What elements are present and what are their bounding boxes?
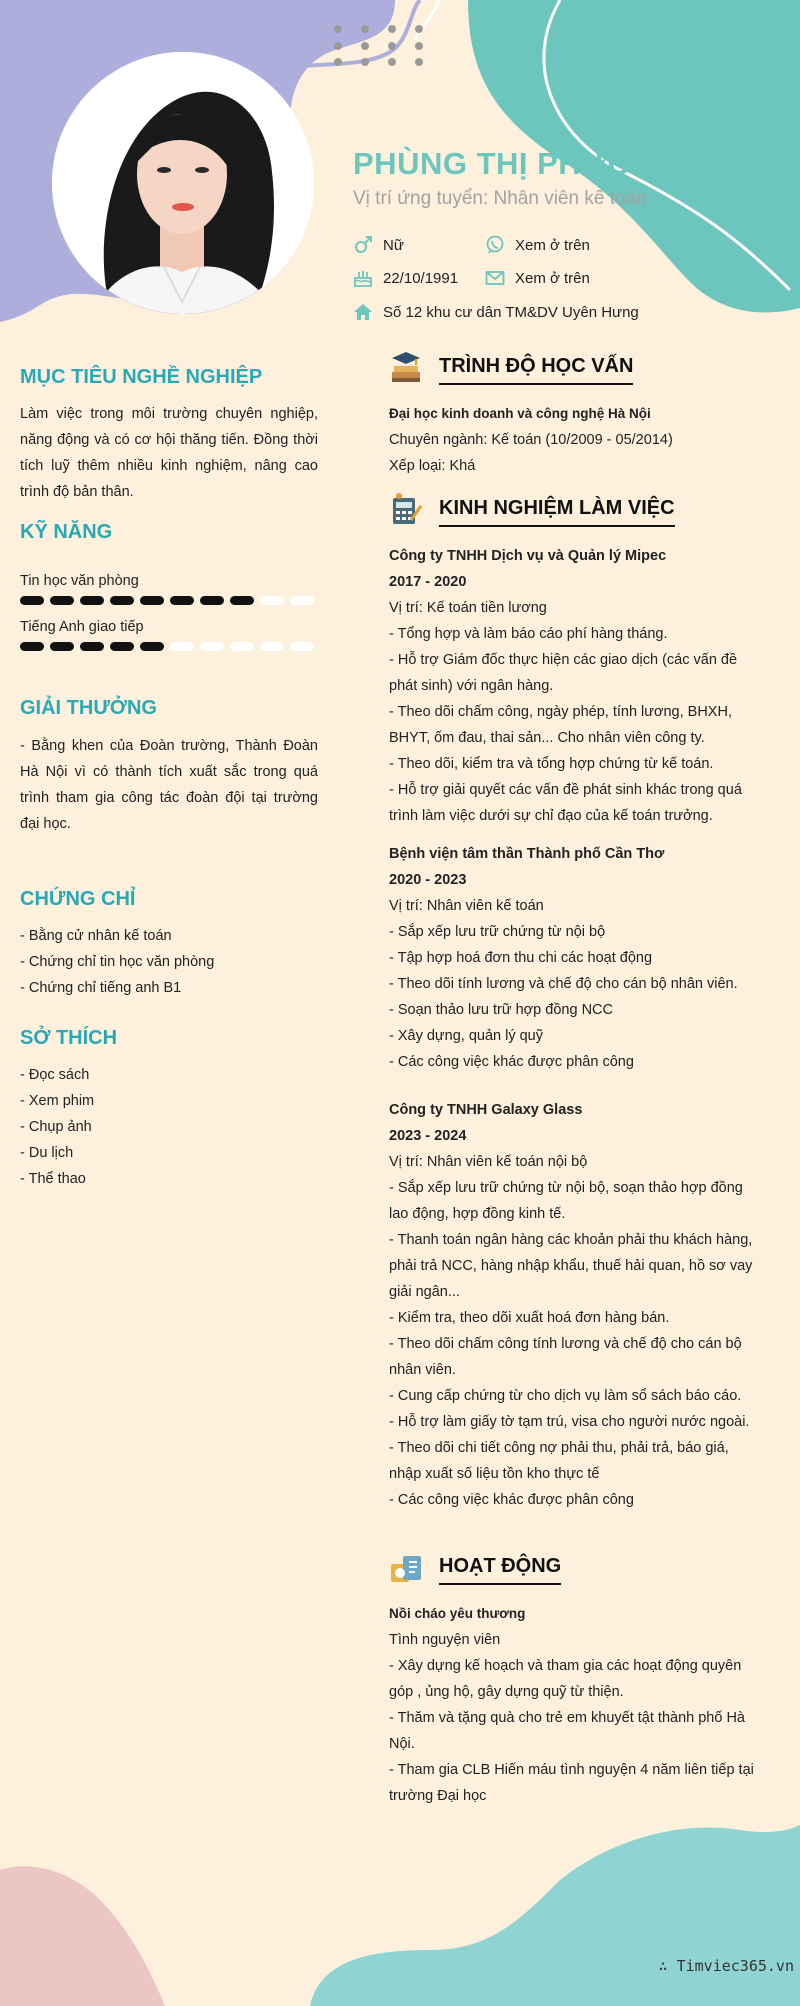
hobbies-list	[20, 1062, 318, 1192]
skill-level-dash	[200, 596, 224, 605]
job-line: - Xây dựng, quản lý quỹ	[389, 1028, 543, 1044]
education-heading: TRÌNH ĐỘ HỌC VẤN	[439, 355, 633, 385]
phone-row	[485, 235, 590, 255]
job-period: 2017 - 2020	[389, 574, 467, 590]
gender-value: Nữ	[383, 236, 404, 254]
objective-heading: MỤC TIÊU NGHỀ NGHIỆP	[20, 366, 263, 388]
phone-value: Xem ở trên	[515, 236, 590, 254]
skill-level-dash	[290, 642, 314, 651]
activity-line: - Xây dựng kế hoạch và tham gia các hoạt động quyên góp , ủng hộ, gây dựng quỹ từ thiện.	[389, 1658, 742, 1700]
email-value: Xem ở trên	[515, 269, 590, 287]
address-row	[353, 302, 639, 322]
birthday-row	[353, 268, 458, 288]
awards-text: - Bằng khen của Đoàn trường, Thành Đoàn Hà Nội vì có thành tích xuất sắc trong quá trình tham gia công tác đoàn đội tại trường đại học.	[20, 738, 318, 832]
gender-icon	[353, 235, 373, 255]
skill-name: Tin học văn phòng	[20, 573, 139, 589]
company-name: Bệnh viện tâm thần Thành phố Cần Thơ	[389, 846, 665, 862]
skill-level-dash	[20, 642, 44, 651]
grade: Xếp loại: Khá	[389, 458, 476, 474]
job-line: - Hỗ trợ làm giấy tờ tạm trú, visa cho người nước ngoài.	[389, 1414, 750, 1430]
hobbies-heading: SỞ THÍCH	[20, 1027, 118, 1049]
mail-icon	[485, 268, 505, 288]
job-line: - Các công việc khác được phân công	[389, 1054, 634, 1070]
address-value: Số 12 khu cư dân TM&DV Uyên Hưng	[383, 303, 639, 321]
job-line: - Sắp xếp lưu trữ chứng từ nội bộ, soạn thảo hợp đồng lao động, hợp đồng kinh tế.	[389, 1180, 743, 1222]
certificates-list	[20, 923, 318, 1001]
job-line: Vị trí: Nhân viên kế toán nội bộ	[389, 1154, 588, 1170]
job-line: - Theo dõi chấm công tính lương và chế độ cho cán bộ nhân viên.	[389, 1336, 742, 1378]
job-line: - Theo dõi, kiểm tra và tổng hợp chứng từ kế toán.	[389, 756, 714, 772]
gender-row	[353, 235, 404, 255]
skill-level-dash	[170, 596, 194, 605]
watermark: ∴ Timviec365.vn	[658, 1957, 794, 1975]
skill-level-dash	[200, 642, 224, 651]
job-line: - Theo dõi tính lương và chế độ cho cán bộ nhân viên.	[389, 976, 738, 992]
job-line: - Soạn thảo lưu trữ hợp đồng NCC	[389, 1002, 613, 1018]
activities-heading: HOẠT ĐỘNG	[439, 1555, 561, 1585]
job-line: - Kiểm tra, theo dõi xuất hoá đơn hàng bán.	[389, 1310, 670, 1326]
awards-heading: GIẢI THƯỞNG	[20, 697, 157, 719]
company-name: Công ty TNHH Galaxy Glass	[389, 1102, 583, 1118]
list-item: - Du lịch	[20, 1145, 74, 1161]
applied-position: Vị trí ứng tuyển: Nhân viên kế toán	[353, 188, 647, 209]
experience-heading: KINH NGHIỆM LÀM VIỆC	[439, 497, 675, 527]
skill-level-dash	[140, 596, 164, 605]
job-line: - Theo dõi chấm công, ngày phép, tính lương, BHXH, BHYT, ốm đau, thai sản... Cho nhân viên công ty.	[389, 704, 732, 746]
job-line: - Các công việc khác được phân công	[389, 1492, 634, 1508]
job-line: - Thanh toán ngân hàng các khoản phải thu khách hàng, phải trả NCC, hàng nhập khẩu, thuế hải quan, hồ sơ vay giải ngân...	[389, 1232, 753, 1300]
job-line: Vị trí: Nhân viên kế toán	[389, 898, 544, 914]
skill-level-dash	[230, 642, 254, 651]
skill-level-dash	[230, 596, 254, 605]
skill-level-dash	[80, 642, 104, 651]
job-line: - Tổng hợp và làm báo cáo phí hàng tháng.	[389, 626, 668, 642]
education-block	[389, 401, 764, 479]
school-name: Đại học kinh doanh và công nghệ Hà Nội	[389, 406, 651, 421]
job-line: Vị trí: Kế toán tiền lương	[389, 600, 547, 616]
avatar	[52, 52, 314, 314]
job-line: - Hỗ trợ Giám đốc thực hiện các giao dịch (các vấn đề phát sinh) với ngân hàng.	[389, 652, 738, 694]
list-item: - Bằng cử nhân kế toán	[20, 928, 172, 944]
skill-level-dash	[110, 596, 134, 605]
list-item: - Xem phim	[20, 1093, 95, 1109]
company-name: Công ty TNHH Dịch vụ và Quản lý Mipec	[389, 548, 667, 564]
list-item: - Chụp ảnh	[20, 1119, 92, 1135]
job-line: - Hỗ trợ giải quyết các vấn đề phát sinh khác trong quá trình làm việc dưới sự chỉ đạo của kế toán trưởng.	[389, 782, 742, 824]
skill-level-dash	[260, 596, 284, 605]
skill-level-dash	[50, 642, 74, 651]
education-icon	[389, 346, 423, 388]
skill-bar	[20, 642, 314, 651]
email-row	[485, 268, 590, 288]
job-period: 2023 - 2024	[389, 1128, 467, 1144]
activities-icon	[389, 1546, 423, 1588]
job-entry	[389, 841, 764, 1075]
activities-block	[389, 1601, 764, 1809]
job-line: - Theo dõi chi tiết công nợ phải thu, phải trả, báo giá, nhập xuất số liệu tồn kho thực tế	[389, 1440, 729, 1482]
role: Tình nguyện viên	[389, 1632, 501, 1648]
skill-level-dash	[290, 596, 314, 605]
job-line: - Cung cấp chứng từ cho dịch vụ làm sổ sách báo cáo.	[389, 1388, 742, 1404]
birthday-value: 22/10/1991	[383, 269, 459, 287]
skill-name: Tiếng Anh giao tiếp	[20, 619, 144, 635]
activity-line: - Tham gia CLB Hiến máu tình nguyện 4 năm liên tiếp tại trường Đại học	[389, 1762, 754, 1804]
skill-level-dash	[110, 642, 134, 651]
activity-line: - Thăm và tặng quà cho trẻ em khuyết tật thành phố Hà Nội.	[389, 1710, 746, 1752]
list-item: - Chứng chỉ tiếng anh B1	[20, 980, 182, 996]
skill-level-dash	[80, 596, 104, 605]
job-entry	[389, 543, 764, 829]
list-item: - Đọc sách	[20, 1067, 90, 1083]
job-line: - Sắp xếp lưu trữ chứng từ nội bộ	[389, 924, 606, 940]
job-period: 2020 - 2023	[389, 872, 467, 888]
skill-level-dash	[50, 596, 74, 605]
skill-level-dash	[140, 642, 164, 651]
organization: Nồi cháo yêu thương	[389, 1606, 526, 1621]
phone-icon	[485, 235, 505, 255]
objective-text: Làm việc trong môi trường chuyên nghiệp, năng động và có cơ hội thăng tiến. Đồng thời tích luỹ thêm nhiều kinh nghiệm, nâng cao trình độ bản thân.	[20, 406, 318, 500]
list-item: - Thể thao	[20, 1171, 86, 1187]
candidate-name: PHÙNG THỊ PHƯƠNG	[353, 146, 682, 181]
job-entry	[389, 1097, 764, 1513]
skill-level-dash	[170, 642, 194, 651]
home-icon	[353, 302, 373, 322]
experience-icon	[389, 488, 423, 530]
major: Chuyên ngành: Kế toán (10/2009 - 05/2014)	[389, 432, 673, 448]
job-line: - Tập hợp hoá đơn thu chi các hoạt động	[389, 950, 653, 966]
list-item: - Chứng chỉ tin học văn phòng	[20, 954, 215, 970]
skills-heading: KỸ NĂNG	[20, 521, 113, 543]
certificates-heading: CHỨNG CHỈ	[20, 888, 136, 910]
skill-level-dash	[20, 596, 44, 605]
skill-level-dash	[260, 642, 284, 651]
skill-bar	[20, 596, 314, 605]
cake-icon	[353, 268, 373, 288]
